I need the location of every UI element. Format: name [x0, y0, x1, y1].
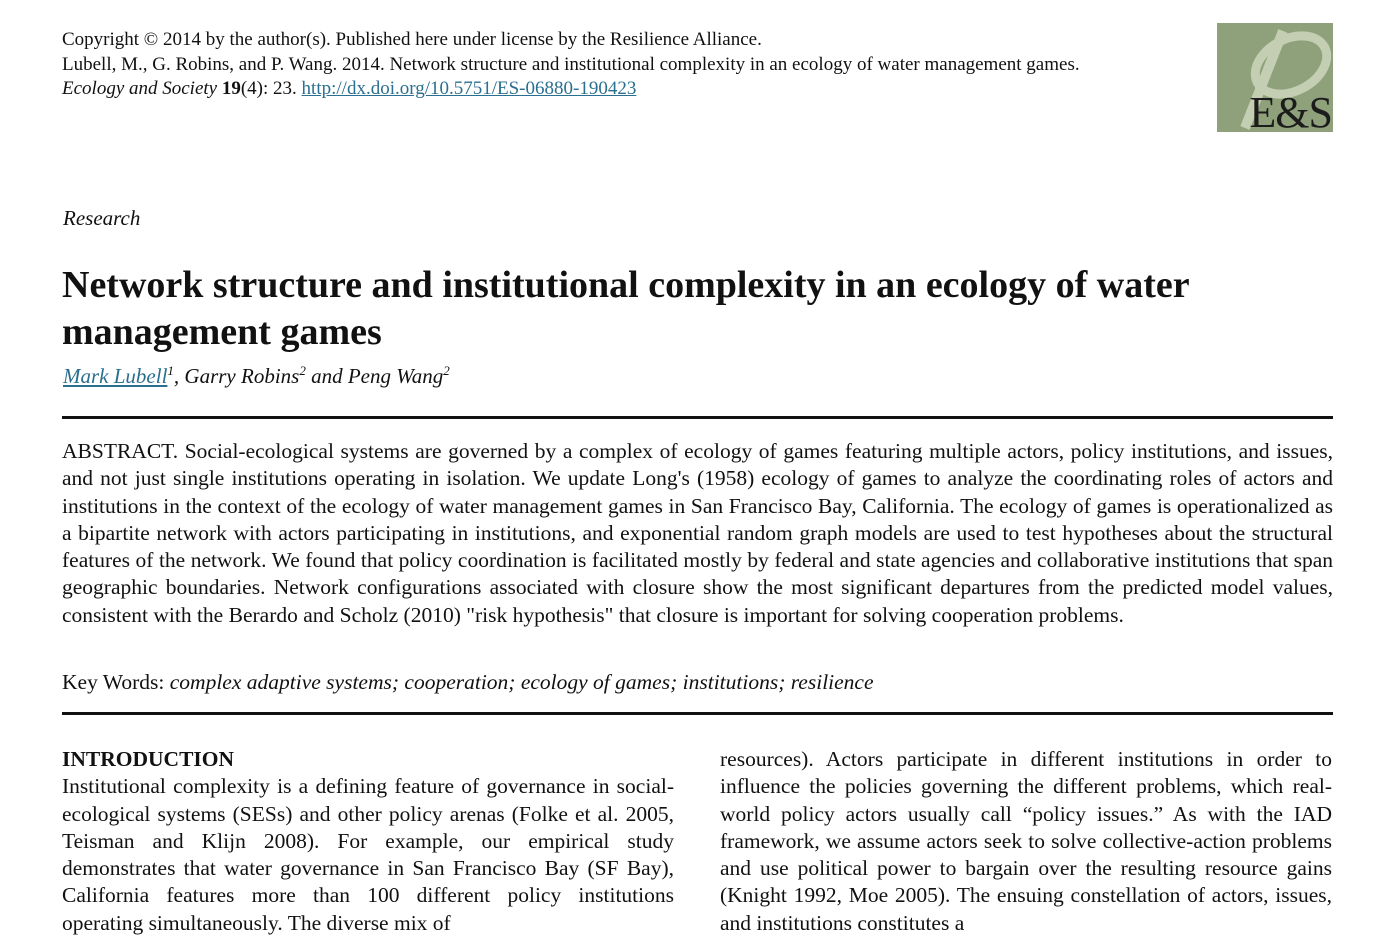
keywords-label: Key Words:	[62, 670, 170, 694]
body-paragraph: resources). Actors participate in different institutions in order to influence the policies governing the different problems, which real-world policy actors usually call “policy issues.” As with the IAD framework, we assume actors seek to solve collective-action problems and use political power to bargain over the resulting resource gains (Knight 1992, Moe 2005). The ensuing constellation of actors, issues, and institutions constitutes a	[720, 747, 1332, 935]
author-separator: and	[305, 364, 348, 388]
body-column-right	[720, 746, 1332, 937]
doi-link[interactable]: http://dx.doi.org/10.5751/ES-06880-190423	[301, 78, 637, 99]
author-name: Garry Robins	[184, 364, 300, 388]
keywords-list: complex adaptive systems; cooperation; ecology of games; institutions; resilience	[169, 670, 874, 694]
body-paragraph: Institutional complexity is a defining feature of governance in social-ecological systems (SESs) and other policy arenas (Folke et al. 2005, Teisman and Klijn 2008). For example, our empirical study demonstrates that water governance in San Francisco Bay (SF Bay), California features more than 100 different policy institutions operating simultaneously. The diverse mix of	[62, 774, 674, 935]
journal-line	[62, 77, 1212, 102]
author-link[interactable]: Mark Lubell	[63, 364, 168, 388]
abstract: ABSTRACT. Social-ecological systems are governed by a complex of ecology of games featuring multiple actors, policy institutions, and issues, and not just single institutions operating in isolation. We update Long's (1958) ecology of games to analyze the coordinating roles of actors and institutions in the context of the ecology of water management games in San Francisco Bay, California. The ecology of games is operationalized as a bipartite network with actors participating in institutions, and exponential random graph models are used to test hypotheses about the structural features of the network. We found that policy coordination is facilitated mostly by federal and state agencies and collaborative institutions that span geographic boundaries. Network configurations associated with closure show the most significant departures from the predicted model values, consistent with the Berardo and Scholz (2010) "risk hypothesis" that closure is important for solving cooperation problems.	[62, 439, 1333, 627]
affiliation-mark: 1	[167, 363, 174, 378]
journal-name: Ecology and Society	[62, 78, 218, 99]
section-label: Research	[63, 206, 141, 230]
copyright-line: Copyright © 2014 by the author(s). Published here under license by the Resilience Alliance.	[62, 29, 762, 50]
affiliation-mark: 2	[443, 363, 450, 378]
logo-text: E&S	[1249, 88, 1332, 132]
reference-line: Lubell, M., G. Robins, and P. Wang. 2014. Network structure and institutional complexity in an ecology of water management games.	[62, 53, 1080, 75]
article-title: Network structure and institutional complexity in an ecology of water management games	[62, 264, 1189, 353]
divider	[62, 416, 1333, 419]
author-list	[63, 364, 450, 389]
citation-header	[62, 28, 1212, 102]
author-separator: ,	[173, 364, 185, 388]
journal-logo	[1217, 23, 1333, 132]
journal-volume: 19	[221, 78, 241, 99]
journal-issue-pages: (4): 23.	[240, 78, 297, 99]
keywords	[62, 670, 874, 695]
section-heading: INTRODUCTION	[62, 747, 235, 771]
body-column-left	[62, 746, 674, 937]
divider	[62, 712, 1333, 715]
affiliation-mark: 2	[299, 363, 306, 378]
author-name: Peng Wang	[347, 364, 444, 388]
